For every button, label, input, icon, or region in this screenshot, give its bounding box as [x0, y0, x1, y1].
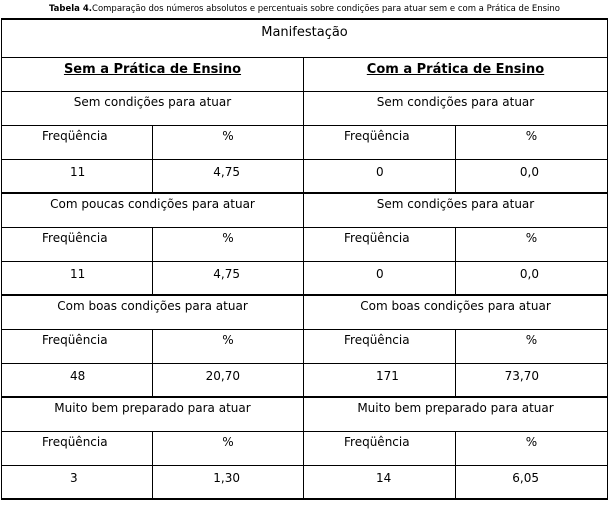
left-condition: Com boas condições para atuar: [2, 295, 304, 329]
freq-label: Freqüência: [304, 329, 456, 363]
left-pct-value: 1,30: [153, 465, 304, 499]
left-freq-value: 48: [2, 363, 153, 397]
pct-label: %: [456, 431, 608, 465]
right-freq-value: 171: [304, 363, 456, 397]
right-freq-value: 0: [304, 261, 456, 295]
freq-label: Freqüência: [2, 227, 153, 261]
freq-label: Freqüência: [2, 125, 153, 159]
right-pct-value: 0,0: [456, 261, 608, 295]
left-freq-value: 11: [2, 159, 153, 193]
column-header-sem: Sem a Prática de Ensino: [2, 57, 304, 91]
freq-label: Freqüência: [304, 125, 456, 159]
caption-label: Tabela 4.: [48, 4, 93, 14]
pct-label: %: [153, 431, 304, 465]
right-condition: Muito bem preparado para atuar: [304, 397, 608, 431]
column-header-com: Com a Prática de Ensino: [304, 57, 608, 91]
freq-label: Freqüência: [304, 431, 456, 465]
pct-label: %: [456, 125, 608, 159]
right-condition: Com boas condições para atuar: [304, 295, 608, 329]
freq-label: Freqüência: [2, 329, 153, 363]
left-condition: Sem condições para atuar: [2, 91, 304, 125]
left-freq-value: 3: [2, 465, 153, 499]
left-condition: Com poucas condições para atuar: [2, 193, 304, 227]
right-freq-value: 0: [304, 159, 456, 193]
caption-text: Comparação dos números absolutos e percentuais sobre condições para atuar sem e com a Prática de Ensino: [92, 4, 561, 14]
freq-label: Freqüência: [2, 431, 153, 465]
left-pct-value: 20,70: [153, 363, 304, 397]
table-caption: [0, 0, 609, 18]
right-condition: Sem condições para atuar: [304, 193, 608, 227]
pct-label: %: [456, 329, 608, 363]
right-condition: Sem condições para atuar: [304, 91, 608, 125]
right-pct-value: 73,70: [456, 363, 608, 397]
right-pct-value: 6,05: [456, 465, 608, 499]
pct-label: %: [153, 125, 304, 159]
right-freq-value: 14: [304, 465, 456, 499]
comparison-table: [1, 18, 608, 500]
left-freq-value: 11: [2, 261, 153, 295]
left-pct-value: 4,75: [153, 261, 304, 295]
left-pct-value: 4,75: [153, 159, 304, 193]
left-condition: Muito bem preparado para atuar: [2, 397, 304, 431]
pct-label: %: [456, 227, 608, 261]
pct-label: %: [153, 329, 304, 363]
table-title: Manifestação: [2, 19, 608, 57]
right-pct-value: 0,0: [456, 159, 608, 193]
pct-label: %: [153, 227, 304, 261]
freq-label: Freqüência: [304, 227, 456, 261]
